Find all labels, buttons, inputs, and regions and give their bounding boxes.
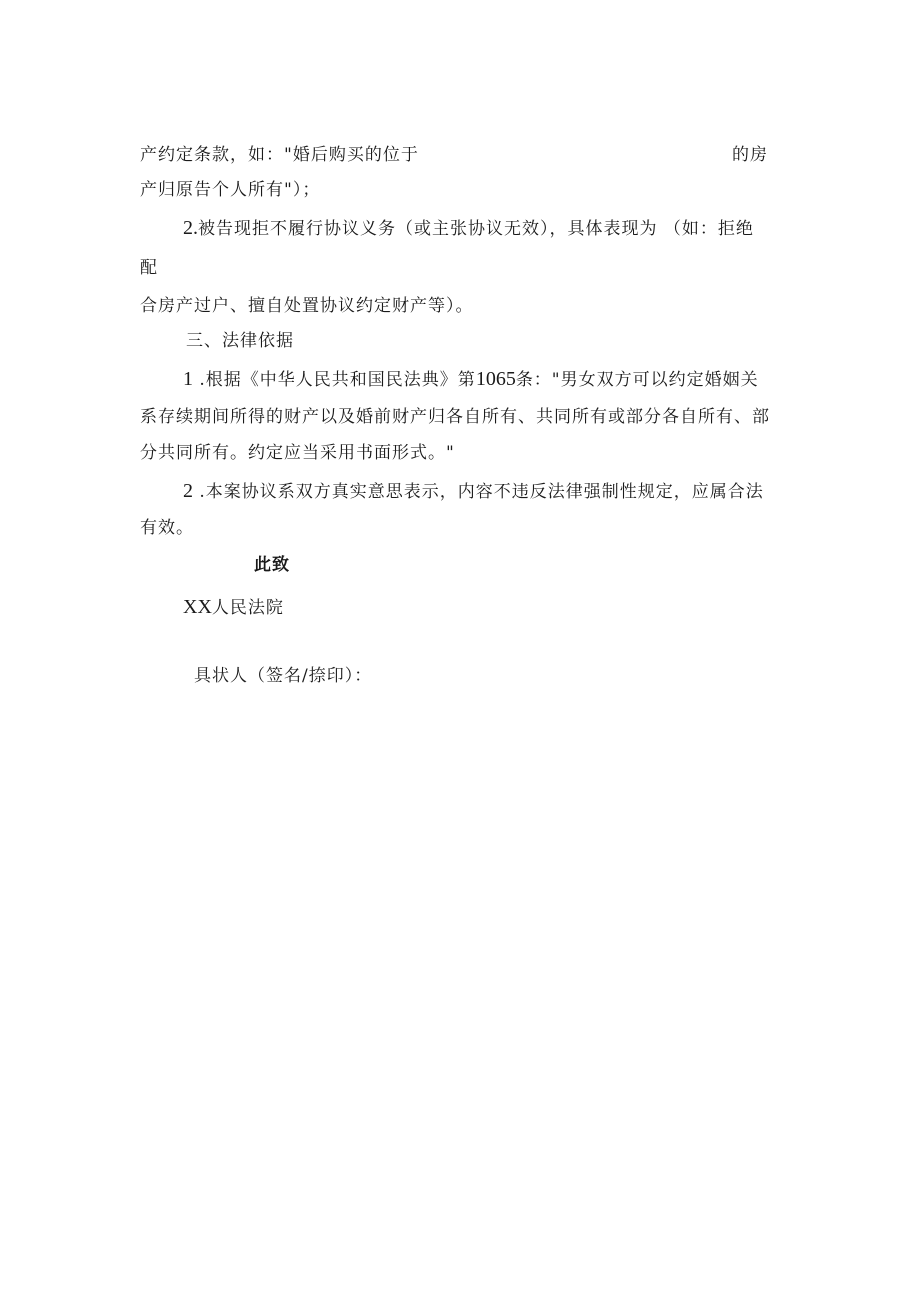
paragraph-line (140, 516, 194, 540)
section-heading (186, 329, 294, 353)
text-fragment: 配 (140, 258, 158, 278)
signature-line (194, 664, 372, 688)
list-item-law-1 (183, 367, 759, 392)
item-number: 2 (183, 480, 193, 502)
closing-text: 此致 (254, 555, 290, 575)
text-fragment: 系存续期间所得的财产以及婚前财产归各自所有、共同所有或部分各自所有、部 (140, 407, 770, 427)
text-fragment: 有效。 (140, 518, 194, 538)
section-heading-text: 三、法律依据 (186, 331, 294, 351)
closing-salutation (254, 553, 290, 577)
item-text: .根据《中华人民共和国民法典》第 (193, 370, 476, 390)
court-name: 人民法院 (211, 598, 284, 618)
list-item-law-2 (183, 479, 764, 504)
paragraph-line (140, 256, 158, 280)
signature-label: 具状人（签名/捺印）： (194, 666, 373, 686)
paragraph-line (140, 178, 320, 202)
article-number: 1065 (475, 368, 516, 390)
list-item-2 (183, 216, 754, 241)
court-addressee (183, 595, 284, 620)
text-fragment: 合房产过户、擅自处置协议约定财产等）。 (140, 296, 474, 316)
court-prefix: XX (183, 596, 212, 618)
paragraph-line (140, 294, 474, 318)
item-text: 被告现拒不履行协议义务（或主张协议无效），具体表现为 （如：拒绝 (198, 219, 754, 239)
paragraph-line (140, 405, 770, 429)
item-text: .本案协议系双方真实意思表示，内容不违反法律强制性规定，应属合法 (193, 482, 764, 502)
text-fragment: 产归原告个人所有"）； (140, 180, 321, 200)
text-fragment: 的房 (732, 145, 768, 165)
item-number: 1 (183, 368, 193, 390)
text-fragment: 产约定条款，如："婚后购买的位于 (140, 145, 419, 165)
text-fragment: 分共同所有。约定应当采用书面形式。" (140, 443, 455, 463)
paragraph-line (140, 441, 455, 465)
item-text: 条："男女双方可以约定婚姻关 (515, 370, 759, 390)
paragraph-line (732, 143, 768, 167)
paragraph-line (140, 143, 419, 167)
item-number: 2. (183, 217, 198, 239)
